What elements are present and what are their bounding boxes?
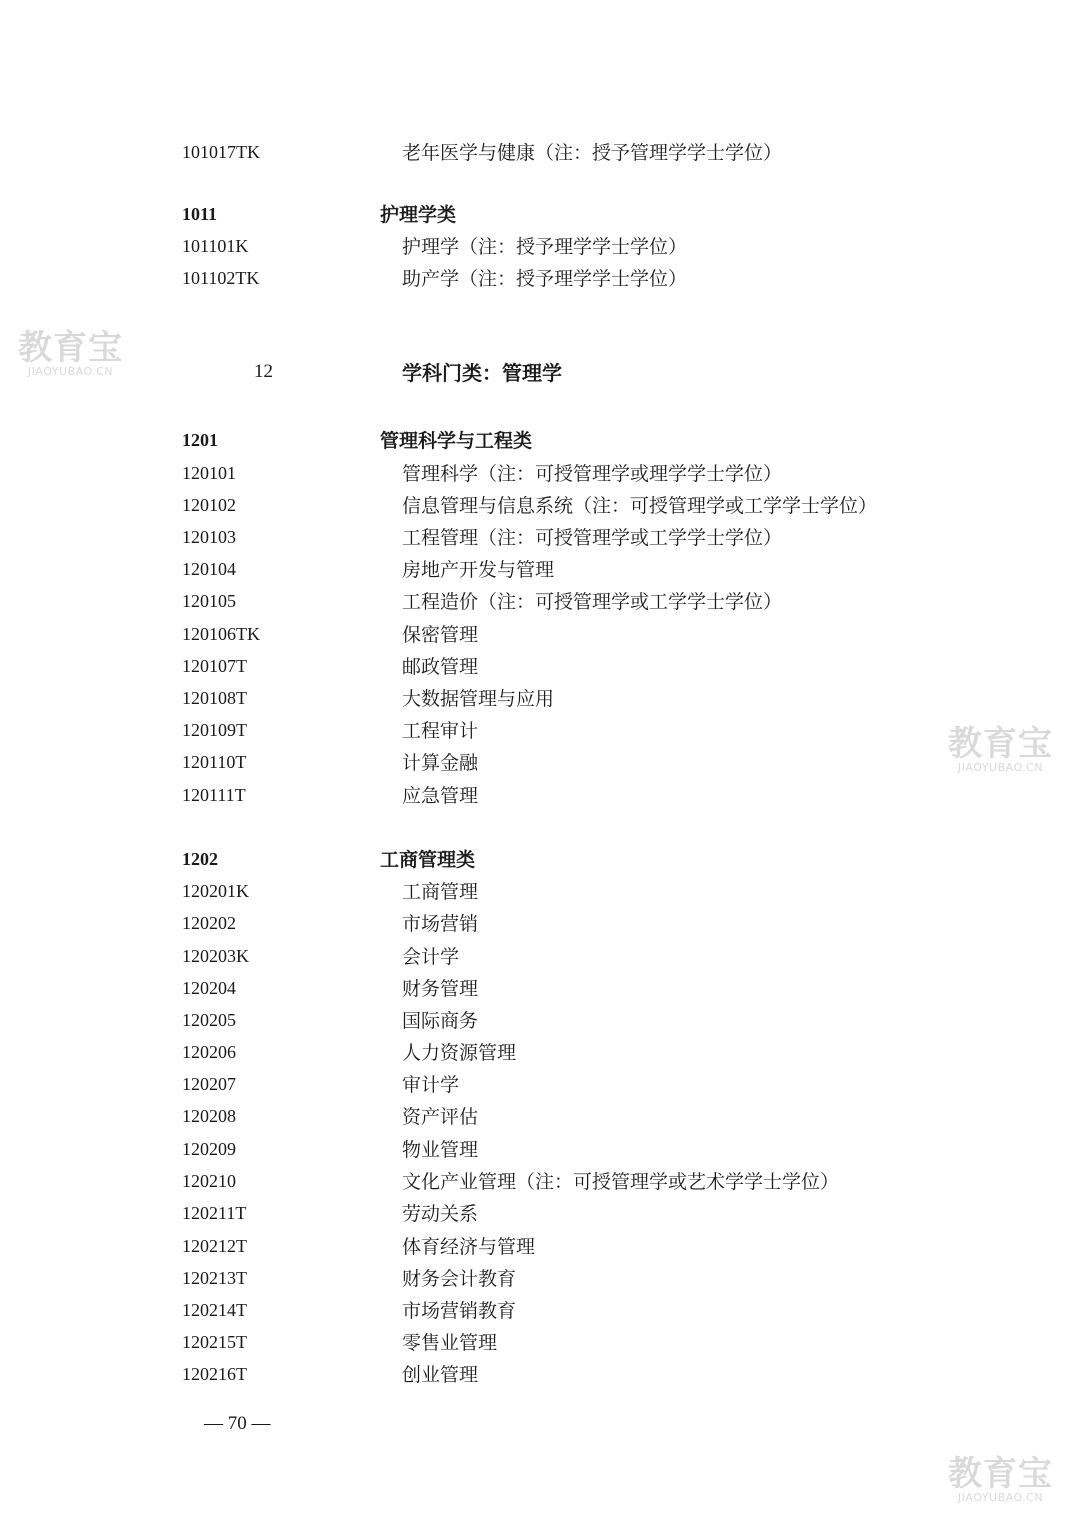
major-row [0, 1201, 1080, 1231]
major-name: 审计学 [402, 1074, 460, 1096]
major-code: 120109T [182, 720, 247, 740]
major-name: 管理科学（注：可授管理学或理学学士学位） [402, 463, 783, 485]
major-row [0, 944, 1080, 974]
major-row [0, 1234, 1080, 1264]
major-name: 工程管理（注：可授管理学或工学学士学位） [402, 527, 783, 549]
major-code: 120214T [182, 1300, 247, 1320]
major-code: 120205 [182, 1010, 236, 1030]
category-row [0, 847, 1080, 877]
major-name: 会计学 [402, 946, 460, 968]
major-row [0, 1072, 1080, 1102]
major-row [0, 783, 1080, 813]
major-code: 120202 [182, 913, 236, 933]
major-code: 120206 [182, 1042, 236, 1062]
major-name: 大数据管理与应用 [402, 688, 555, 710]
category-name: 管理科学与工程类 [380, 430, 533, 452]
major-code: 120204 [182, 978, 236, 998]
major-row [0, 718, 1080, 748]
watermark-logo-text: 教育宝 [18, 328, 123, 368]
major-row [0, 686, 1080, 716]
major-row [0, 525, 1080, 555]
major-code: 120103 [182, 527, 236, 547]
major-code: 120201K [182, 881, 249, 901]
major-row [0, 1104, 1080, 1134]
major-code: 120211T [182, 1203, 247, 1223]
major-code: 120111T [182, 785, 246, 805]
major-name: 助产学（注：授予理学学士学位） [402, 268, 688, 290]
discipline-name: 学科门类：管理学 [402, 361, 562, 385]
watermark-url: JIAOYUBAO.CN [957, 761, 1044, 774]
major-name: 物业管理 [402, 1139, 479, 1161]
major-row [0, 557, 1080, 587]
major-code: 101102TK [182, 268, 260, 288]
category-code: 1202 [182, 849, 218, 869]
major-code: 120102 [182, 495, 236, 515]
major-name: 计算金融 [402, 752, 479, 774]
major-row [0, 1040, 1080, 1070]
major-code: 101101K [182, 236, 249, 256]
major-row [0, 750, 1080, 780]
major-name: 市场营销教育 [402, 1300, 517, 1322]
major-row [0, 589, 1080, 619]
major-code: 120215T [182, 1332, 247, 1352]
discipline-code: 12 [254, 361, 273, 382]
major-row [0, 461, 1080, 491]
category-code: 1011 [182, 204, 218, 224]
watermark [948, 1456, 1053, 1504]
major-row [0, 976, 1080, 1006]
major-row [0, 140, 1080, 170]
major-code: 120203K [182, 946, 249, 966]
major-name: 市场营销 [402, 913, 479, 935]
major-name: 劳动关系 [402, 1203, 479, 1225]
watermark-url: JIAOYUBAO.CN [957, 1491, 1044, 1504]
major-name: 体育经济与管理 [402, 1236, 536, 1258]
major-code: 120212T [182, 1236, 247, 1256]
major-code: 120209 [182, 1139, 236, 1159]
major-code: 101017TK [182, 142, 260, 162]
major-name: 护理学（注：授予理学学士学位） [402, 236, 688, 258]
major-row [0, 1298, 1080, 1328]
major-code: 120210 [182, 1171, 236, 1191]
major-row [0, 654, 1080, 684]
page-number: — 70 — [204, 1413, 271, 1434]
major-code: 120213T [182, 1268, 247, 1288]
major-code: 120101 [182, 463, 236, 483]
major-name: 创业管理 [402, 1364, 479, 1386]
major-code: 120106TK [182, 624, 260, 644]
major-name: 零售业管理 [402, 1332, 498, 1354]
major-row [0, 1008, 1080, 1038]
major-name: 人力资源管理 [402, 1042, 517, 1064]
major-row [0, 493, 1080, 523]
major-name: 资产评估 [402, 1106, 479, 1128]
discipline-row [0, 360, 1080, 390]
category-row [0, 202, 1080, 232]
major-code: 120107T [182, 656, 247, 676]
major-name: 财务会计教育 [402, 1268, 517, 1290]
major-row [0, 1137, 1080, 1167]
category-name: 工商管理类 [380, 849, 476, 871]
major-row [0, 911, 1080, 941]
major-code: 120104 [182, 559, 236, 579]
major-name: 信息管理与信息系统（注：可授管理学或工学学士学位） [402, 495, 878, 517]
major-row [0, 234, 1080, 264]
major-name: 工程造价（注：可授管理学或工学学士学位） [402, 591, 783, 613]
major-row [0, 266, 1080, 296]
watermark-url: JIAOYUBAO.CN [27, 365, 114, 378]
major-name: 工程审计 [402, 720, 479, 742]
major-name: 房地产开发与管理 [402, 559, 555, 581]
category-code: 1201 [182, 430, 218, 450]
category-name: 护理学类 [380, 204, 457, 226]
major-code: 120105 [182, 591, 236, 611]
major-row [0, 622, 1080, 652]
major-code: 120108T [182, 688, 247, 708]
major-row [0, 1330, 1080, 1360]
major-code: 120207 [182, 1074, 236, 1094]
major-name: 保密管理 [402, 624, 479, 646]
major-code: 120110T [182, 752, 247, 772]
major-name: 邮政管理 [402, 656, 479, 678]
major-row [0, 1169, 1080, 1199]
major-name: 国际商务 [402, 1010, 479, 1032]
major-row [0, 1266, 1080, 1296]
major-name: 财务管理 [402, 978, 479, 1000]
major-row [0, 879, 1080, 909]
major-code: 120216T [182, 1364, 247, 1384]
major-name: 应急管理 [402, 785, 479, 807]
major-name: 工商管理 [402, 881, 479, 903]
category-row [0, 428, 1080, 458]
major-code: 120208 [182, 1106, 236, 1126]
watermark-logo-text: 教育宝 [948, 724, 1053, 764]
major-name: 文化产业管理（注：可授管理学或艺术学学士学位） [402, 1171, 840, 1193]
major-name: 老年医学与健康（注：授予管理学学士学位） [402, 142, 783, 164]
major-row [0, 1362, 1080, 1392]
watermark-logo-text: 教育宝 [948, 1454, 1053, 1494]
